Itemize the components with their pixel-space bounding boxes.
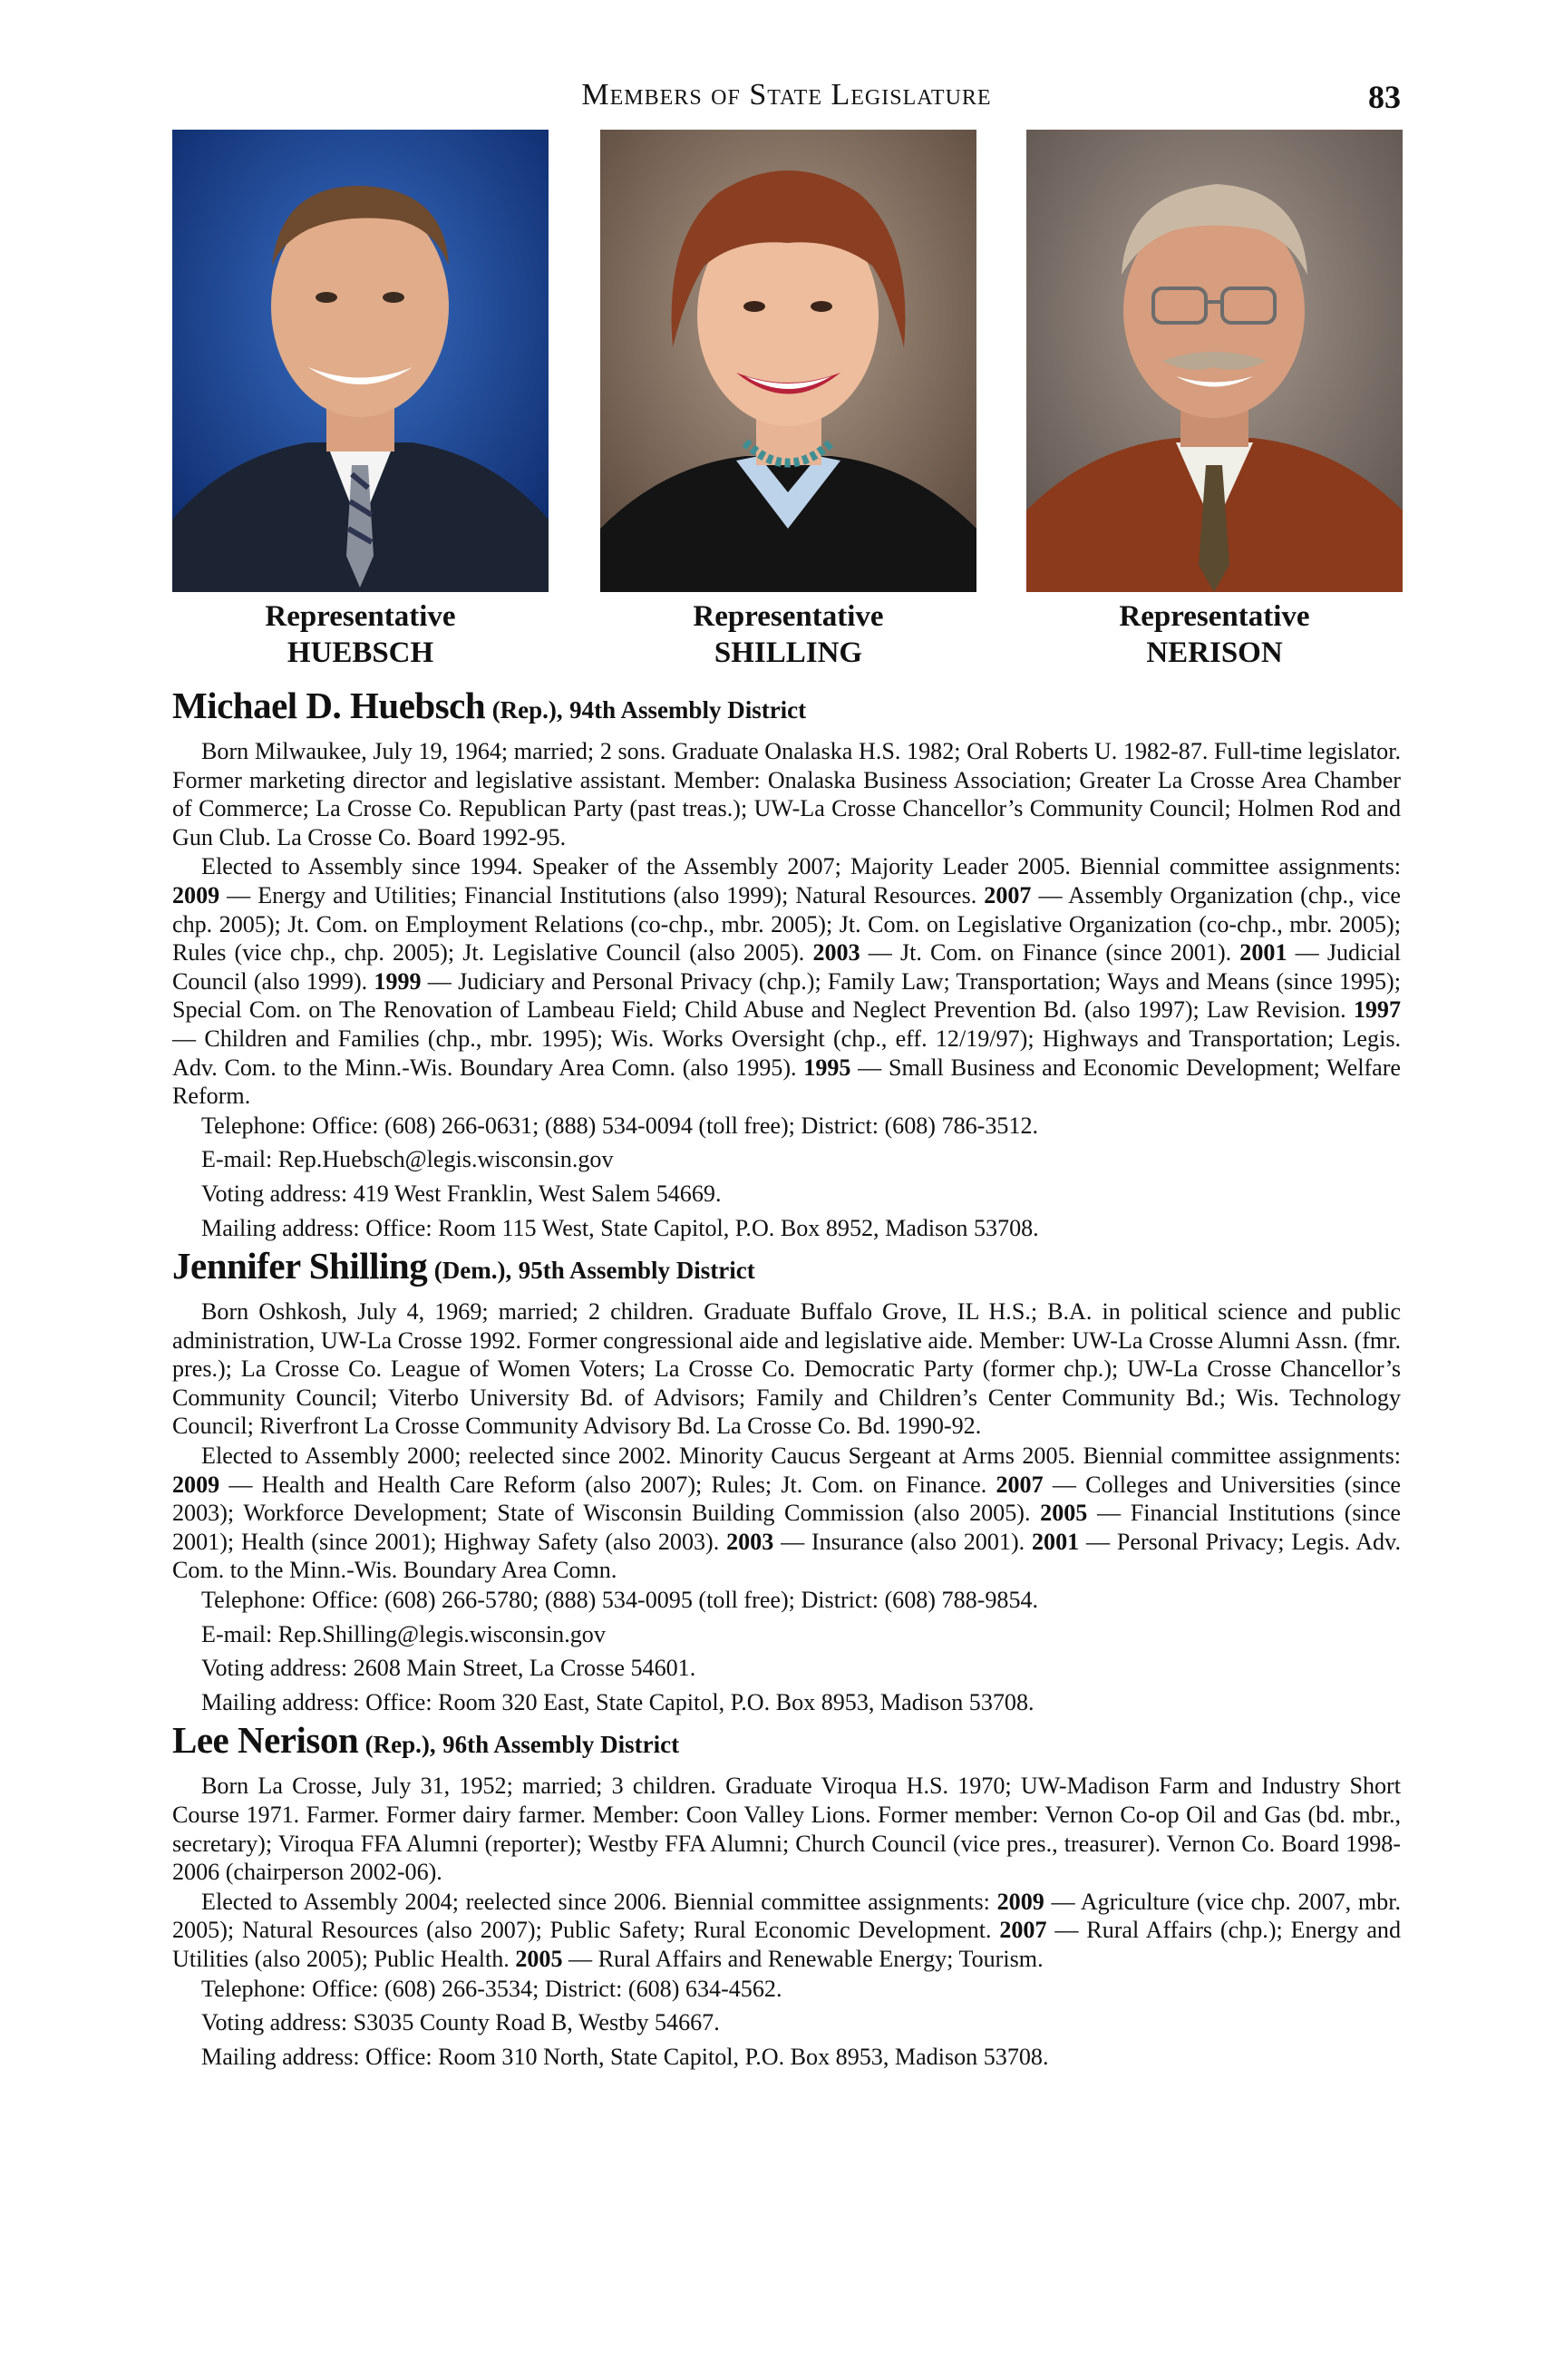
portrait-row [172,130,1401,594]
member-service [172,1442,1401,1585]
member-name: Michael D. Huebsch [172,685,486,726]
member-heading [172,1719,1401,1763]
running-title: Members of State Legislature [581,78,992,112]
caption-shilling [600,598,976,671]
service-text: — Rural Affairs (chp.); Energy and Utilities (also 2005); Public Health. [172,1917,1401,1972]
member-name: Lee Nerison [172,1719,359,1762]
portrait-huebsch-image [172,130,549,592]
member-service [172,852,1401,1110]
member-district: 96th Assembly District [442,1731,680,1759]
service-year: 2007 [996,1471,1044,1498]
caption-title: Representative [693,600,884,633]
service-text: — Energy and Utilities; Financial Institutions (also 1999); Natural Resources. [219,881,985,908]
service-year: 1999 [374,967,422,995]
service-text: Elected to Assembly 2004; reelected since 2006. Biennial committee assignments: [201,1888,997,1915]
service-year: 2007 [984,881,1032,908]
member-telephone: Telephone: Office: (608) 266-5780; (888) 534-0095 (toll free); District: (608) 788-9854. [201,1587,1039,1614]
portrait-shilling [600,130,976,592]
portrait-huebsch [172,130,549,592]
member-background: Born La Crosse, July 31, 1952; married; 3 children. Graduate Viroqua H.S. 1970; UW-Madison Farm and Industry Short Course 1971. Farmer. Former dairy farmer. Member: Coon Valley Lions. Former member: Vernon Co-op Oil and Gas (bd. mbr., secretary); Viroqua FFA Alumni (reporter); Westby FFA Alumni; Church Council (vice pres., treasurer). Vernon Co. Board 1998-2006 (chairperson 2002-06). [172,1773,1401,1886]
service-year: 2003 [726,1528,774,1555]
service-text: — Agriculture (vice chp. 2007, mbr. 2005); Natural Resources (also 2007); Public Safety; Rural Economic Development. [172,1888,1401,1944]
caption-title: Representative [1119,600,1310,633]
member-mailing-address: Mailing address: Office: Room 115 West, State Capitol, P.O. Box 8952, Madison 53708. [201,1214,1039,1241]
service-year: 2009 [996,1888,1044,1915]
member-name: Jennifer Shilling [172,1245,428,1287]
service-year: 2003 [812,939,860,967]
caption-surname: NERISON [1146,636,1283,669]
member-telephone: Telephone: Office: (608) 266-3534; District: (608) 634-4562. [201,1975,782,2002]
caption-huebsch [172,598,549,671]
service-text: — Insurance (also 2001). [773,1528,1032,1555]
service-text: — Health and Health Care Reform (also 2007); Rules; Jt. Com. on Finance. [219,1471,996,1498]
member-telephone: Telephone: Office: (608) 266-0631; (888) 534-0094 (toll free); District: (608) 786-3512. [201,1112,1039,1139]
service-year: 1995 [803,1054,851,1081]
portrait-nerison-image [1026,130,1403,592]
service-year: 2001 [1239,939,1287,967]
caption-surname: SHILLING [714,636,863,669]
service-text: — Jt. Com. on Finance (since 2001). [860,939,1240,967]
service-text: — Judicial Council (also 1999). [172,939,1401,995]
member-district: 94th Assembly District [569,696,807,724]
service-text: — Judiciary and Personal Privacy (chp.); Family Law; Transportation; Ways and Means (since 1995); Special Com. on The Renovation of Lambeau Field; Child Abuse and Neglect Prevention Bd. (also 1997); Law Revision. [172,967,1401,1024]
member-bio-nerison [172,1719,1401,2071]
service-year: 2001 [1031,1528,1080,1555]
caption-title: Representative [265,600,456,633]
service-text: — Personal Privacy; Legis. Adv. Com. to the Minn.-Wis. Boundary Area Comn. [172,1528,1401,1584]
member-party: (Rep.), [491,696,563,724]
member-bio-shilling [172,1245,1402,1716]
service-text: — Assembly Organization (chp., vice chp. 2005); Jt. Com. on Employment Relations (co-chp., mbr. 2005); Jt. Com. on Legislative Organization (co-chp., mbr. 2005); Rules (vice chp., chp. 2005); Jt. Legislative Council (also 2005). [172,881,1401,967]
member-mailing-address: Mailing address: Office: Room 310 North, State Capitol, P.O. Box 8953, Madison 53708. [201,2043,1049,2070]
service-year: 2009 [172,881,220,908]
service-year: 2005 [515,1945,563,1972]
page-header [172,78,1401,123]
member-email[interactable]: E-mail: Rep.Huebsch@legis.wisconsin.gov [201,1146,614,1173]
member-district: 95th Assembly District [518,1257,755,1285]
service-text: Elected to Assembly since 1994. Speaker of the Assembly 2007; Majority Leader 2005. Biennial committee assignments: [201,853,1401,880]
member-bio-huebsch [172,687,1401,1242]
member-party: (Dem.), [433,1257,512,1285]
member-service [172,1888,1401,1974]
portrait-captions [172,598,1401,671]
page-number: 83 [1368,79,1401,115]
member-voting-address: Voting address: 2608 Main Street, La Crosse 54601. [201,1655,696,1682]
service-text: — Small Business and Economic Development; Welfare Reform. [172,1054,1402,1110]
member-heading [172,687,1401,728]
service-year: 2009 [172,1471,220,1498]
member-voting-address: Voting address: 419 West Franklin, West Salem 54669. [201,1180,722,1207]
service-text: Elected to Assembly 2000; reelected since 2002. Minority Caucus Sergeant at Arms 2005. Biennial committee assignments: [201,1443,1401,1470]
member-background: Born Oshkosh, July 4, 1969; married; 2 children. Graduate Buffalo Grove, IL H.S.; B.A. in political science and public administration, UW-La Crosse 1992. Former congressional aide and legislative aide. Member: UW-La Crosse Alumni Assn. (fmr. pres.); La Crosse Co. League of Women Voters; La Crosse Co. Democratic Party (former chp.); UW-La Crosse Chancellor’s Community Council; Viterbo University Bd. of Advisors; Family and Children’s Center Community Bd.; Wis. Technology Council; Riverfront La Crosse Community Advisory Bd. La Crosse Co. Bd. 1990-92. [172,1298,1401,1440]
service-year: 2007 [999,1917,1047,1944]
member-party: (Rep.), [364,1731,436,1759]
portrait-shilling-image [600,130,976,592]
service-text: — Children and Families (chp., mbr. 1995); Wis. Works Oversight (chp., eff. 12/19/97); Highways and Transportation; Legis. Adv. Com. to the Minn.-Wis. Boundary Area Comn. (also 1995). [172,1025,1401,1081]
portrait-nerison [1026,130,1403,592]
service-text: — Colleges and Universities (since 2003); Workforce Development; State of Wisconsin Building Commission (also 2005). [172,1471,1402,1527]
caption-nerison [1026,598,1403,671]
member-background: Born Milwaukee, July 19, 1964; married; 2 sons. Graduate Onalaska H.S. 1982; Oral Roberts U. 1982-87. Full-time legislator. Former marketing director and legislative assistant. Member: Onalaska Business Association; Greater La Crosse Area Chamber of Commerce; La Crosse Co. Republican Party (past treas.); UW-La Crosse Chancellor’s Community Council; Holmen Rod and Gun Club. La Crosse Co. Board 1992-95. [172,738,1401,850]
member-mailing-address: Mailing address: Office: Room 320 East, State Capitol, P.O. Box 8953, Madison 53708. [201,1688,1035,1715]
service-text: — Rural Affairs and Renewable Energy; Tourism. [562,1945,1044,1972]
service-year: 2005 [1040,1500,1088,1527]
member-voting-address: Voting address: S3035 County Road B, Westby 54667. [201,2009,720,2036]
member-heading [172,1245,1401,1288]
service-text: — Financial Institutions (since 2001); Health (since 2001); Highway Safety (also 2003). [172,1500,1401,1555]
caption-surname: HUEBSCH [287,636,434,669]
member-biographies [172,687,1401,2076]
member-email[interactable]: E-mail: Rep.Shilling@legis.wisconsin.gov [201,1620,606,1647]
service-year: 1997 [1353,996,1401,1024]
